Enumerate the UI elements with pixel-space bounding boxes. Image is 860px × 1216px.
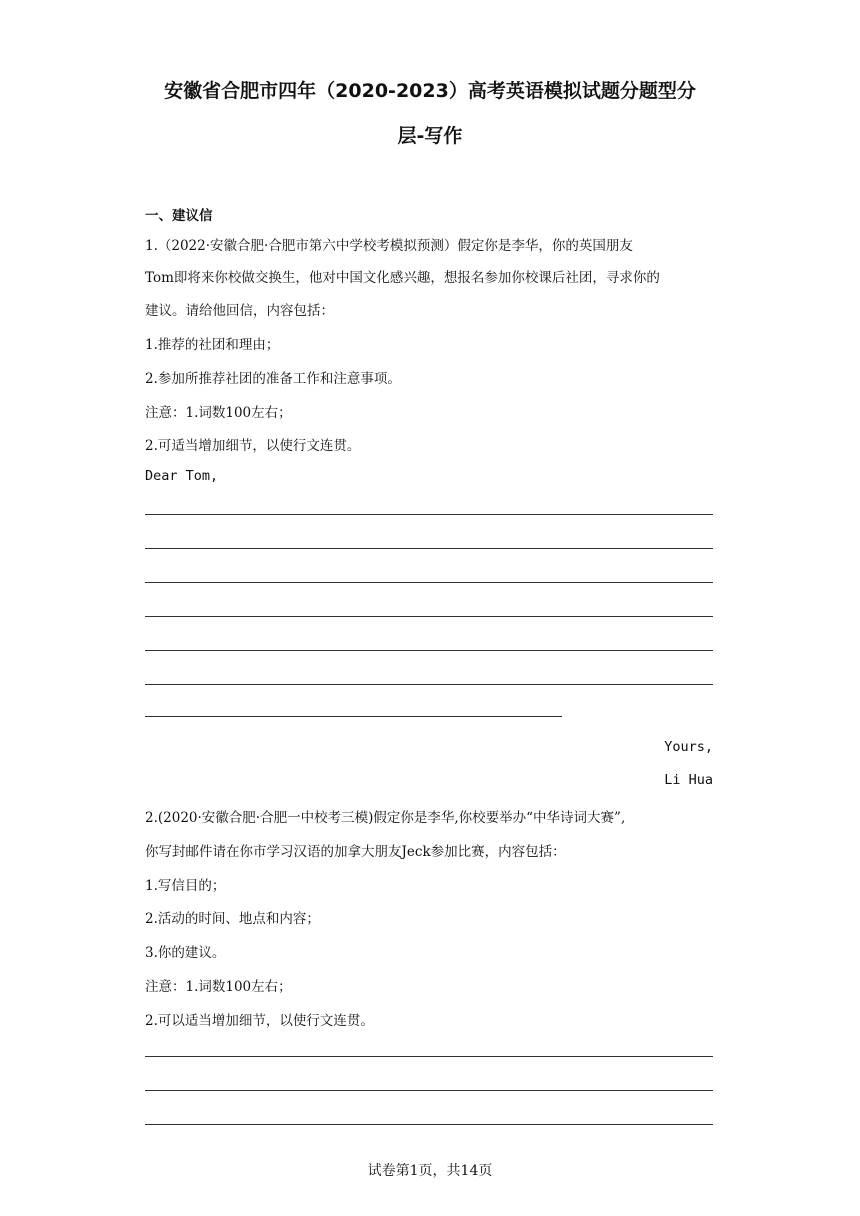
- page-title-line-2: 层-写作: [397, 125, 463, 147]
- page-title-line-1: 安徽省合肥市四年（2020-2023）高考英语模拟试题分题型分: [164, 80, 696, 102]
- answer-line: [145, 1056, 713, 1057]
- answer-line: [145, 514, 713, 515]
- answer-line: [145, 1090, 713, 1091]
- answer-line: [145, 616, 713, 617]
- letter-closing: Yours,: [664, 739, 713, 755]
- answer-line: [145, 582, 713, 583]
- section-heading: 一、建议信: [145, 208, 213, 224]
- answer-line: [145, 1124, 713, 1125]
- question-2-line: 你写封邮件请在你市学习汉语的加拿大朋友Jeck参加比赛，内容包括：: [145, 844, 566, 860]
- letter-greeting: Dear Tom,: [145, 468, 219, 484]
- letter-signature: Li Hua: [664, 772, 713, 788]
- page-footer: 试卷第1页，共14页: [367, 1163, 493, 1179]
- question-1-line: 1.推荐的社团和理由；: [145, 337, 280, 353]
- answer-line: [145, 684, 713, 685]
- question-2-line: 1.写信目的；: [145, 878, 226, 894]
- question-1-line: 建议。请给他回信，内容包括：: [145, 303, 334, 319]
- question-1-line: 2.参加所推荐社团的准备工作和注意事项。: [145, 371, 401, 387]
- question-2-line: 2.可以适当增加细节，以使行文连贯。: [145, 1013, 374, 1029]
- question-2-line: 2.(2020·安徽合肥·合肥一中校考三模)假定你是李华,你校要举办“中华诗词大赛”,: [145, 810, 626, 826]
- question-1-line: 注意：1.词数100左右；: [145, 405, 292, 421]
- answer-line: [145, 650, 713, 651]
- answer-line: [145, 548, 713, 549]
- answer-line: [145, 716, 562, 717]
- question-1-line: 2.可适当增加细节，以使行文连贯。: [145, 438, 361, 454]
- question-1-line: 1.（2022·安徽合肥·合肥市第六中学校考模拟预测）假定你是李华，你的英国朋友: [145, 238, 633, 254]
- question-2-line: 3.你的建议。: [145, 945, 226, 961]
- question-1-line: Tom即将来你校做交换生，他对中国文化感兴趣，想报名参加你校课后社团，寻求你的: [145, 270, 660, 286]
- question-2-line: 2.活动的时间、地点和内容；: [145, 911, 320, 927]
- question-2-line: 注意：1.词数100左右；: [145, 979, 292, 995]
